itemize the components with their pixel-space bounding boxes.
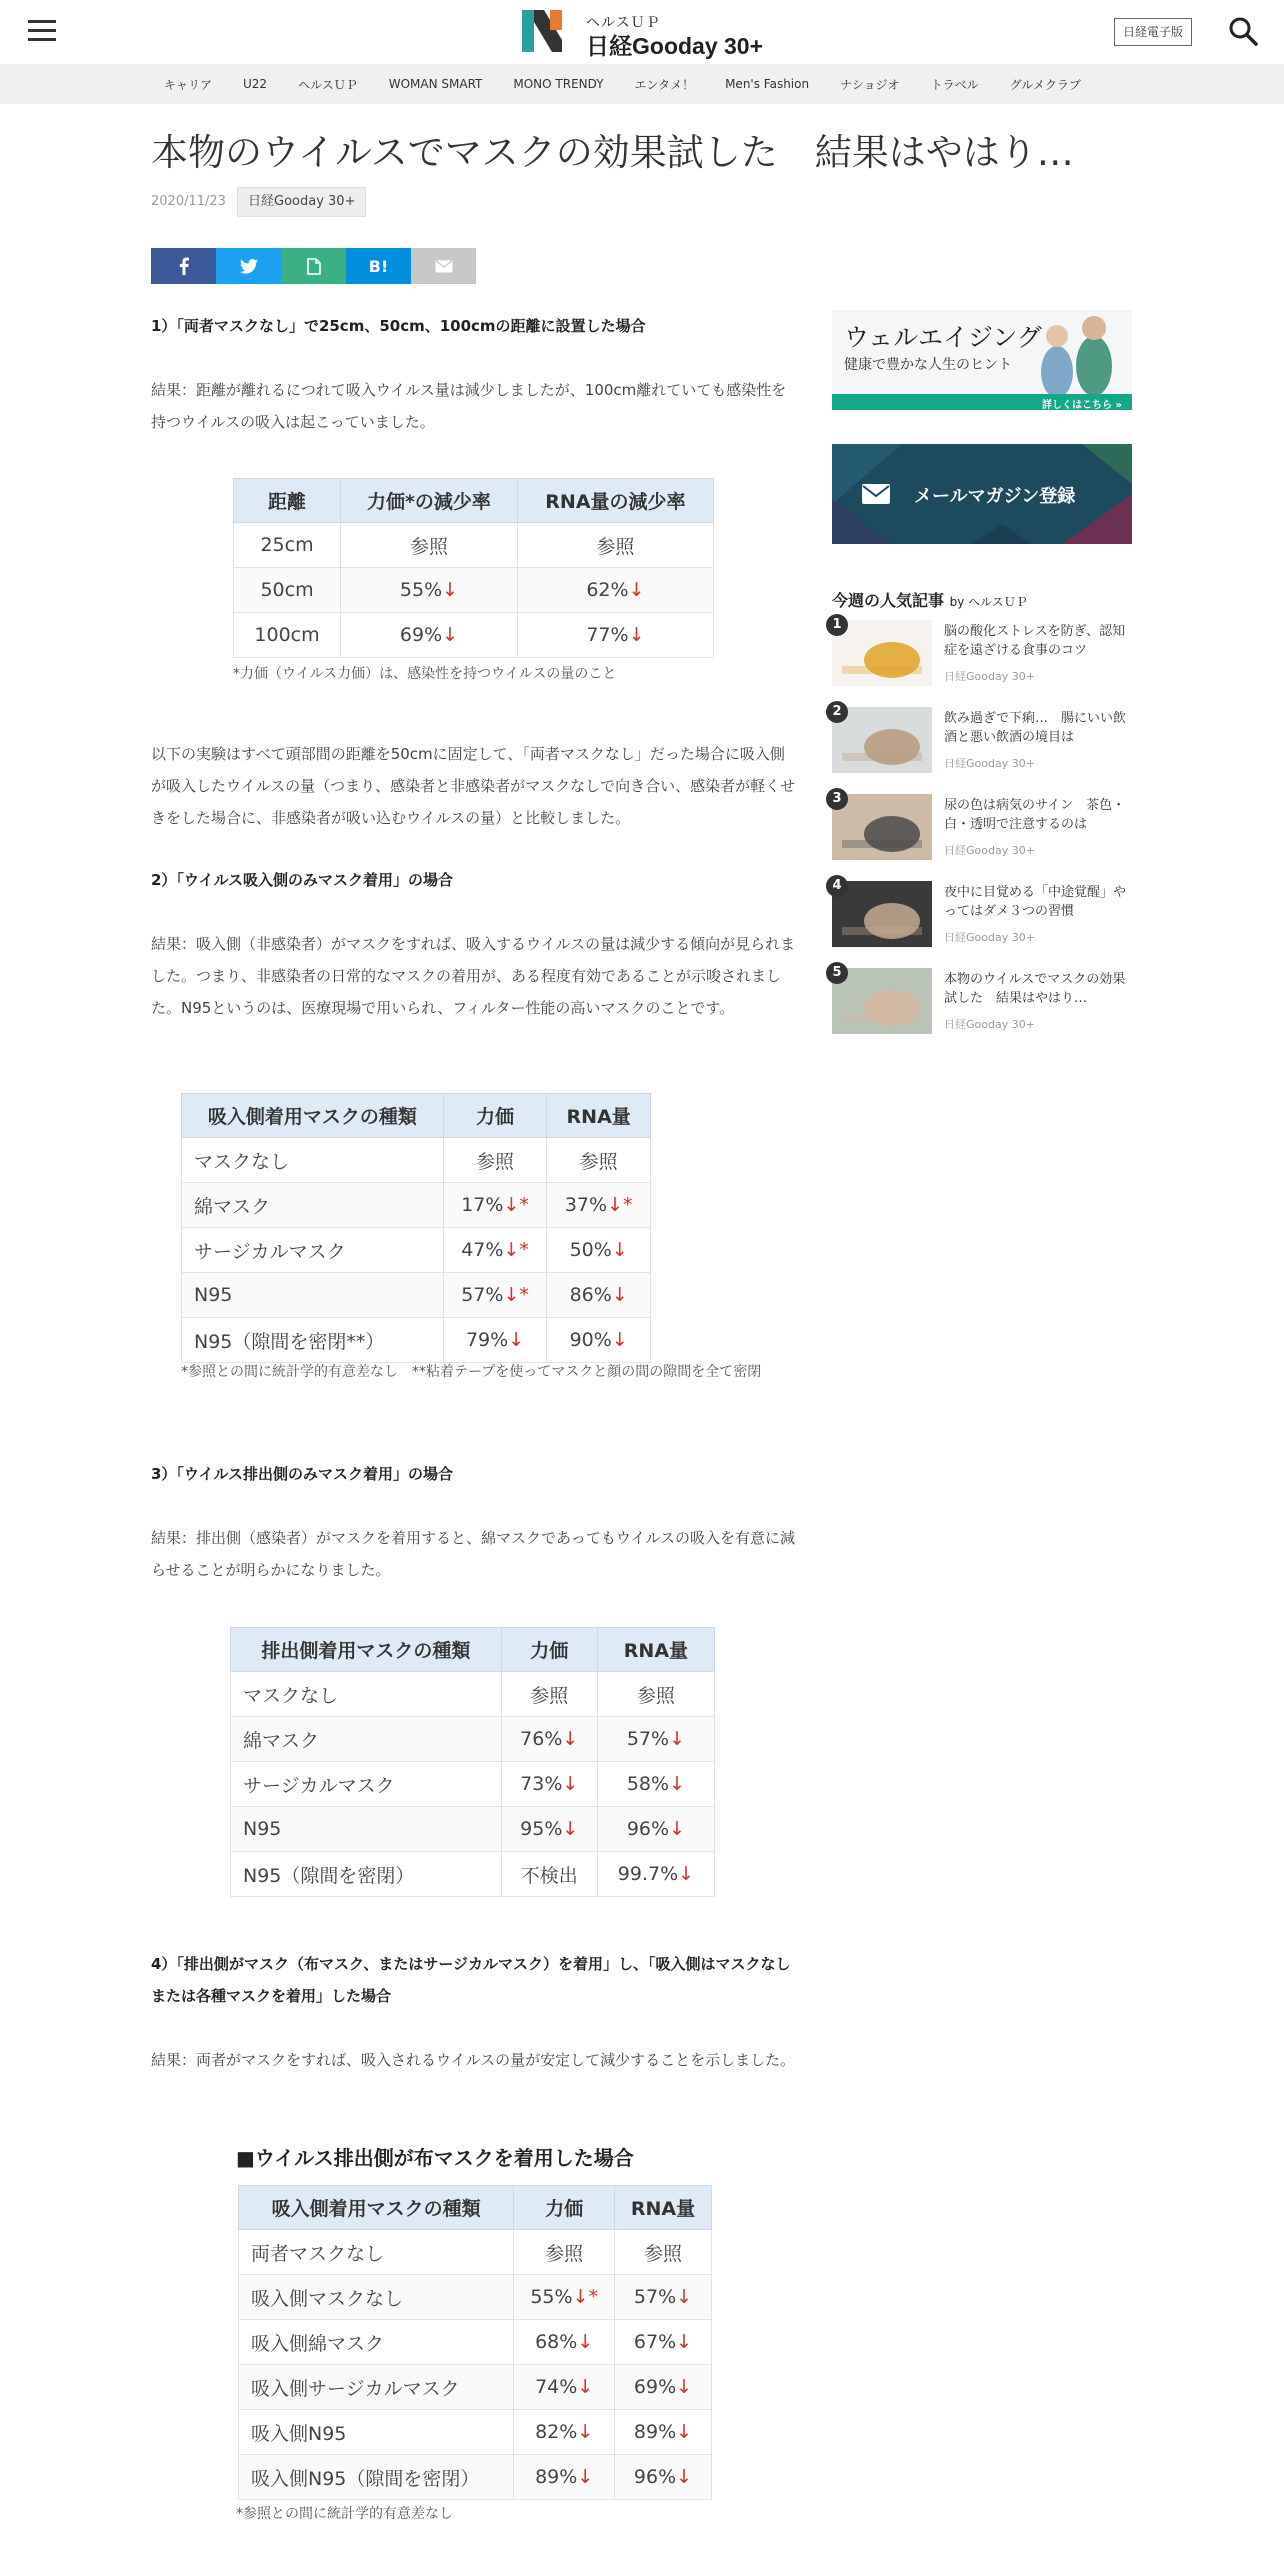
cell-value: 76% bbox=[520, 1728, 563, 1750]
mail-icon bbox=[435, 260, 453, 273]
decrease-arrow-icon: ↓ bbox=[628, 624, 645, 646]
nav-item[interactable]: Men's Fashion bbox=[725, 77, 810, 91]
decrease-arrow-icon: ↓ bbox=[508, 1329, 525, 1351]
table-label-cell: 吸入側N95 bbox=[239, 2410, 514, 2455]
decrease-arrow-icon: ↓ bbox=[577, 2331, 594, 2353]
table-value-cell bbox=[501, 1717, 597, 1762]
decrease-arrow-icon: ↓ bbox=[669, 1818, 685, 1840]
decrease-arrow-icon: ↓ bbox=[669, 1728, 685, 1750]
nav-item[interactable]: MONO TRENDY bbox=[513, 77, 604, 91]
table-value-cell bbox=[443, 1228, 547, 1273]
popular-item-title[interactable]: 尿の色は病気のサイン 茶色・白・透明で注意するのは bbox=[944, 798, 1126, 832]
table-row bbox=[231, 1672, 715, 1717]
table-row bbox=[231, 1717, 715, 1762]
cell-value: 50% bbox=[569, 1239, 612, 1261]
decrease-arrow-icon: ↓ bbox=[611, 1284, 628, 1306]
cell-value: 参照 bbox=[476, 1150, 515, 1173]
decrease-arrow-icon: ↓* bbox=[503, 1239, 529, 1261]
decrease-arrow-icon: ↓ bbox=[562, 1728, 579, 1750]
table-label-cell: N95 bbox=[182, 1273, 444, 1318]
thumbnail-image bbox=[832, 620, 932, 686]
table-value-cell bbox=[615, 2230, 712, 2275]
article-source-tag[interactable]: 日経Gooday 30+ bbox=[237, 187, 366, 217]
exhale-mask-table bbox=[230, 1627, 715, 1897]
cell-value: 参照 bbox=[596, 535, 635, 558]
article-date: 2020/11/23 bbox=[151, 194, 226, 209]
mail-icon bbox=[862, 484, 890, 504]
decrease-arrow-icon: ↓ bbox=[669, 1773, 685, 1795]
section2-heading: 2）「ウイルス吸入側のみマスク着用」の場合 bbox=[151, 871, 454, 889]
category-nav bbox=[0, 64, 1284, 104]
cell-value: 69% bbox=[633, 2376, 677, 2398]
cell-value: 参照 bbox=[545, 2242, 584, 2265]
table-value-cell bbox=[341, 568, 518, 613]
section4-note: *参照との間に統計学的有意差なし bbox=[236, 2506, 453, 2522]
table-header-cell: RNA量 bbox=[615, 2186, 712, 2230]
section2-note: *参照との間に統計学的有意差なし **粘着テープを使ってマスクと顔の間の隙間を全て密閉 bbox=[181, 1364, 762, 1380]
table-value-cell bbox=[514, 2230, 615, 2275]
inhale-mask-table bbox=[181, 1093, 651, 1363]
nav-item[interactable]: トラベル bbox=[930, 77, 979, 92]
table-row bbox=[239, 2230, 712, 2275]
popular-item-source: 日経Gooday 30+ bbox=[944, 931, 1035, 944]
cell-value: 73% bbox=[520, 1773, 563, 1795]
well-aging-title: ウェルエイジング bbox=[844, 323, 1042, 352]
section4-heading: 4）「排出側がマスク（布マスク、またはサージカルマスク）を着用」し、「吸入側はマスクなしまたは各種マスクを着用」した場合 bbox=[151, 1955, 791, 2005]
table-label-cell: N95（隙間を密閉**） bbox=[182, 1318, 444, 1363]
popular-item-title[interactable]: 脳の酸化ストレスを防ぎ、認知症を遠ざける食事のコツ bbox=[944, 624, 1126, 658]
table-row bbox=[239, 2320, 712, 2365]
cell-value: 参照 bbox=[636, 1684, 675, 1707]
table-value-cell bbox=[443, 1138, 547, 1183]
cell-value: 57% bbox=[626, 1728, 670, 1750]
table-header-cell: 距離 bbox=[234, 479, 341, 523]
well-aging-sub: 健康で豊かな人生のヒント bbox=[844, 357, 1012, 373]
table-value-cell bbox=[547, 1228, 651, 1273]
table-row bbox=[239, 2455, 712, 2500]
table-label-cell: 100cm bbox=[234, 613, 341, 658]
cell-value: 57% bbox=[461, 1284, 504, 1306]
table-value-cell bbox=[501, 1807, 597, 1852]
thumbnail-image bbox=[832, 968, 932, 1034]
site-logo[interactable] bbox=[522, 8, 764, 59]
cell-value: 69% bbox=[399, 624, 443, 646]
cell-value: 95% bbox=[520, 1818, 563, 1840]
popular-item-title[interactable]: 本物のウイルスでマスクの効果試した 結果はやはり… bbox=[944, 972, 1126, 1006]
table-value-cell bbox=[514, 2365, 615, 2410]
cell-value: 55% bbox=[399, 579, 443, 601]
thumbnail-image bbox=[832, 794, 932, 860]
table-value-cell bbox=[615, 2365, 712, 2410]
article-title: 本物のウイルスでマスクの効果試した 結果はやはり… bbox=[151, 131, 1074, 174]
table-row bbox=[239, 2365, 712, 2410]
rank-badge: 4 bbox=[826, 875, 848, 897]
cell-value: 74% bbox=[535, 2376, 578, 2398]
table-header-row bbox=[231, 1628, 715, 1672]
table-label-cell: 綿マスク bbox=[182, 1183, 444, 1228]
article-thumbnail[interactable] bbox=[832, 707, 932, 773]
table-header-row bbox=[239, 2186, 712, 2230]
table-row bbox=[234, 523, 714, 568]
table-header-cell: 力価 bbox=[501, 1628, 597, 1672]
section2-body: 結果：吸入側（非感染者）がマスクをすれば、吸入するウイルスの量は減少する傾向が見られました。つまり、非感染者の日常的なマスクの着用が、ある程度有効であることが示唆されました。N95というのは、医療現場で用いられ、フィルター性能の高いマスクのことです。 bbox=[151, 935, 796, 1017]
popular-item-title[interactable]: 夜中に目覚める「中途覚醒」やってはダメ３つの習慣 bbox=[944, 885, 1127, 919]
cell-value: 96% bbox=[626, 1818, 670, 1840]
article-thumbnail[interactable] bbox=[832, 620, 932, 686]
decrease-arrow-icon: ↓ bbox=[611, 1239, 628, 1261]
decrease-arrow-icon: ↓ bbox=[676, 2376, 693, 2398]
table-label-cell: 両者マスクなし bbox=[239, 2230, 514, 2275]
cell-value: 参照 bbox=[530, 1684, 569, 1707]
table-row bbox=[231, 1807, 715, 1852]
cell-value: 47% bbox=[461, 1239, 504, 1261]
hatena-label: B! bbox=[368, 256, 389, 276]
table-value-cell bbox=[517, 613, 713, 658]
cell-value: 17% bbox=[461, 1194, 504, 1216]
thumbnail-image bbox=[832, 881, 932, 947]
cell-value: 89% bbox=[633, 2421, 677, 2443]
table-value-cell bbox=[514, 2455, 615, 2500]
table-header-cell: 吸入側着用マスクの種類 bbox=[182, 1094, 444, 1138]
table-row bbox=[239, 2275, 712, 2320]
cell-value: 86% bbox=[569, 1284, 612, 1306]
epaper-button[interactable]: 日経電子版 bbox=[1114, 18, 1192, 46]
table-header-cell: RNA量の減少率 bbox=[517, 479, 713, 523]
logo-sub: ヘルスＵＰ bbox=[586, 15, 661, 31]
popular-item[interactable] bbox=[832, 878, 1142, 961]
cell-value: 参照 bbox=[579, 1150, 618, 1173]
popular-item-title[interactable]: 飲み過ぎで下痢… 腸にいい飲酒と悪い飲酒の境目は bbox=[944, 711, 1127, 745]
decrease-arrow-icon: ↓* bbox=[607, 1194, 633, 1216]
table-row bbox=[182, 1273, 651, 1318]
article-thumbnail[interactable] bbox=[832, 968, 932, 1034]
table-value-cell bbox=[615, 2410, 712, 2455]
decrease-arrow-icon: ↓ bbox=[676, 2331, 693, 2353]
table-value-cell bbox=[341, 613, 518, 658]
nav-item[interactable]: ナショジオ bbox=[840, 77, 900, 92]
decrease-arrow-icon: ↓ bbox=[676, 2421, 693, 2443]
popular-by: by ヘルスＵＰ bbox=[949, 595, 1028, 609]
decrease-arrow-icon: ↓* bbox=[572, 2286, 598, 2308]
article-thumbnail[interactable] bbox=[832, 794, 932, 860]
table-value-cell bbox=[443, 1183, 547, 1228]
both-mask-table bbox=[238, 2185, 712, 2500]
table-row bbox=[182, 1318, 651, 1363]
table-value-cell bbox=[443, 1318, 547, 1363]
cell-value: 99.7% bbox=[617, 1863, 679, 1885]
table-value-cell bbox=[341, 523, 518, 568]
table-label-cell: サージカルマスク bbox=[182, 1228, 444, 1273]
menu-icon[interactable] bbox=[28, 20, 56, 44]
table-value-cell bbox=[547, 1273, 651, 1318]
table-row bbox=[231, 1762, 715, 1807]
table-label-cell: 吸入側綿マスク bbox=[239, 2320, 514, 2365]
decrease-arrow-icon: ↓ bbox=[676, 2286, 693, 2308]
nav-item[interactable]: ヘルスＵＰ bbox=[298, 77, 358, 92]
rank-badge: 2 bbox=[826, 701, 848, 723]
rank-badge: 1 bbox=[826, 614, 848, 636]
table-header-cell: 力価*の減少率 bbox=[341, 479, 518, 523]
decrease-arrow-icon: ↓* bbox=[503, 1194, 529, 1216]
facebook-icon bbox=[179, 257, 189, 275]
decrease-arrow-icon: ↓ bbox=[577, 2376, 594, 2398]
table-row bbox=[231, 1852, 715, 1897]
cell-value: 55% bbox=[530, 2286, 573, 2308]
popular-item-source: 日経Gooday 30+ bbox=[944, 670, 1035, 683]
thumbnail-image bbox=[832, 707, 932, 773]
table-value-cell bbox=[514, 2275, 615, 2320]
table-label-cell: マスクなし bbox=[231, 1672, 502, 1717]
cell-value: 62% bbox=[586, 579, 629, 601]
article-thumbnail[interactable] bbox=[832, 881, 932, 947]
distance-table bbox=[233, 478, 714, 658]
rank-badge: 5 bbox=[826, 962, 848, 984]
table-header-cell: 排出側着用マスクの種類 bbox=[231, 1628, 502, 1672]
table-value-cell bbox=[547, 1318, 651, 1363]
table-row bbox=[239, 2410, 712, 2455]
table-value-cell bbox=[597, 1807, 714, 1852]
popular-item[interactable] bbox=[832, 704, 1142, 787]
facebook-share-button[interactable] bbox=[151, 248, 216, 284]
table-row bbox=[234, 613, 714, 658]
table-value-cell bbox=[547, 1138, 651, 1183]
table-label-cell: 吸入側サージカルマスク bbox=[239, 2365, 514, 2410]
note-icon bbox=[306, 258, 321, 275]
nav-item[interactable]: キャリア bbox=[164, 77, 213, 92]
share-buttons bbox=[151, 248, 476, 284]
table-value-cell bbox=[597, 1762, 714, 1807]
table-label-cell: N95 bbox=[231, 1807, 502, 1852]
table-value-cell bbox=[517, 523, 713, 568]
table-value-cell bbox=[597, 1672, 714, 1717]
table-header-cell: RNA量 bbox=[597, 1628, 714, 1672]
decrease-arrow-icon: ↓ bbox=[562, 1773, 579, 1795]
cell-value: 58% bbox=[626, 1773, 670, 1795]
cell-value: 37% bbox=[564, 1194, 608, 1216]
twitter-share-button[interactable] bbox=[216, 248, 281, 284]
table-row bbox=[182, 1228, 651, 1273]
table-label-cell: 吸入側N95（隙間を密閉） bbox=[239, 2455, 514, 2500]
popular-heading bbox=[832, 588, 1028, 611]
cell-value: 79% bbox=[465, 1329, 509, 1351]
table-header-row bbox=[234, 479, 714, 523]
table-label-cell: マスクなし bbox=[182, 1138, 444, 1183]
section4-body: 結果：両者がマスクをすれば、吸入されるウイルスの量が安定して減少することを示しました。 bbox=[151, 2051, 796, 2069]
table-value-cell bbox=[615, 2275, 712, 2320]
table-header-cell: 力価 bbox=[514, 2186, 615, 2230]
twitter-icon bbox=[240, 259, 258, 274]
mail-share-button[interactable] bbox=[411, 248, 476, 284]
well-aging-cta: 詳しくはこちら » bbox=[1042, 400, 1122, 410]
cell-value: 57% bbox=[633, 2286, 677, 2308]
popular-heading-text: 今週の人気記事 bbox=[832, 591, 945, 610]
note-share-button[interactable] bbox=[281, 248, 346, 284]
nav-item[interactable]: グルメクラブ bbox=[1009, 77, 1081, 92]
table-header-row bbox=[182, 1094, 651, 1138]
logo-mark-icon bbox=[522, 10, 562, 52]
cell-value: 89% bbox=[535, 2466, 578, 2488]
well-aging-banner[interactable] bbox=[832, 310, 1132, 410]
popular-item[interactable] bbox=[832, 965, 1142, 1048]
table-value-cell bbox=[443, 1273, 547, 1318]
table-header-cell: 吸入側着用マスクの種類 bbox=[239, 2186, 514, 2230]
cell-value: 参照 bbox=[643, 2242, 682, 2265]
decrease-arrow-icon: ↓ bbox=[611, 1329, 628, 1351]
table-label-cell: 25cm bbox=[234, 523, 341, 568]
cell-value: 参照 bbox=[409, 535, 448, 558]
decrease-arrow-icon: ↓ bbox=[577, 2421, 594, 2443]
table-row bbox=[234, 568, 714, 613]
section1-note: *力価（ウイルス力価）は、感染性を持つウイルスの量のこと bbox=[233, 666, 617, 682]
nav-item[interactable]: WOMAN SMART bbox=[388, 77, 483, 91]
rank-badge: 3 bbox=[826, 788, 848, 810]
logo-main: 日経Gooday 30+ bbox=[586, 33, 764, 59]
table-label-cell: 吸入側マスクなし bbox=[239, 2275, 514, 2320]
popular-item[interactable] bbox=[832, 617, 1142, 700]
cell-value: 96% bbox=[633, 2466, 677, 2488]
section1-heading: 1）「両者マスクなし」で25cm、50cm、100cmの距離に設置した場合 bbox=[151, 317, 646, 335]
nav-item[interactable]: U22 bbox=[243, 77, 268, 91]
decrease-arrow-icon: ↓ bbox=[442, 624, 459, 646]
newsletter-banner[interactable] bbox=[832, 444, 1132, 544]
table-value-cell bbox=[547, 1183, 651, 1228]
decrease-arrow-icon: ↓ bbox=[442, 579, 459, 601]
hatena-share-button[interactable] bbox=[346, 248, 411, 284]
decrease-arrow-icon: ↓ bbox=[628, 579, 645, 601]
site-header bbox=[0, 0, 1284, 64]
cell-value: 68% bbox=[535, 2331, 578, 2353]
table-value-cell bbox=[517, 568, 713, 613]
table-label-cell: サージカルマスク bbox=[231, 1762, 502, 1807]
table-value-cell bbox=[615, 2455, 712, 2500]
table-header-cell: RNA量 bbox=[547, 1094, 651, 1138]
cell-value: 67% bbox=[633, 2331, 677, 2353]
cell-value: 90% bbox=[569, 1329, 612, 1351]
section3-body: 結果：排出側（感染者）がマスクを着用すると、綿マスクであってもウイルスの吸入を有意に減らせることが明らかになりました。 bbox=[151, 1529, 795, 1579]
method-paragraph: 以下の実験はすべて頭部間の距離を50cmに固定して、「両者マスクなし」だった場合に吸入側が吸入したウイルスの量（つまり、感染者と非感染者がマスクなしで向き合い、感染者が軽くせきをした場合に、非感染者が吸い込むウイルスの量）と比較しました。 bbox=[151, 745, 796, 827]
table-value-cell bbox=[597, 1717, 714, 1762]
table-value-cell bbox=[501, 1672, 597, 1717]
table-value-cell bbox=[514, 2410, 615, 2455]
table-header-cell: 力価 bbox=[443, 1094, 547, 1138]
table-value-cell bbox=[501, 1762, 597, 1807]
popular-item-source: 日経Gooday 30+ bbox=[944, 757, 1035, 770]
popular-item-source: 日経Gooday 30+ bbox=[944, 1018, 1035, 1031]
table-label-cell: 綿マスク bbox=[231, 1717, 502, 1762]
cell-value: 77% bbox=[586, 624, 629, 646]
table-row bbox=[182, 1138, 651, 1183]
popular-item-source: 日経Gooday 30+ bbox=[944, 844, 1035, 857]
newsletter-label: メールマガジン登録 bbox=[914, 486, 1076, 507]
decrease-arrow-icon: ↓ bbox=[678, 1863, 695, 1885]
decrease-arrow-icon: ↓ bbox=[676, 2466, 693, 2488]
cell-value: 82% bbox=[535, 2421, 578, 2443]
cell-value: 不検出 bbox=[520, 1864, 578, 1887]
decrease-arrow-icon: ↓* bbox=[503, 1284, 529, 1306]
table-label-cell: N95（隙間を密閉） bbox=[231, 1852, 502, 1897]
table-value-cell bbox=[597, 1852, 714, 1897]
search-icon[interactable] bbox=[1228, 16, 1258, 46]
table4-caption: ■ウイルス排出側が布マスクを着用した場合 bbox=[236, 2146, 634, 2170]
table-value-cell bbox=[615, 2320, 712, 2365]
table-label-cell: 50cm bbox=[234, 568, 341, 613]
nav-item[interactable]: エンタメ！ bbox=[634, 77, 695, 92]
table-value-cell bbox=[501, 1852, 597, 1897]
popular-item[interactable] bbox=[832, 791, 1142, 874]
table-value-cell bbox=[514, 2320, 615, 2365]
table-row bbox=[182, 1183, 651, 1228]
decrease-arrow-icon: ↓ bbox=[577, 2466, 594, 2488]
decrease-arrow-icon: ↓ bbox=[562, 1818, 579, 1840]
section1-body: 結果：距離が離れるにつれて吸入ウイルス量は減少しましたが、100cm離れていても感染性を持つウイルスの吸入は起こっていました。 bbox=[151, 381, 787, 431]
section3-heading: 3）「ウイルス排出側のみマスク着用」の場合 bbox=[151, 1465, 454, 1483]
